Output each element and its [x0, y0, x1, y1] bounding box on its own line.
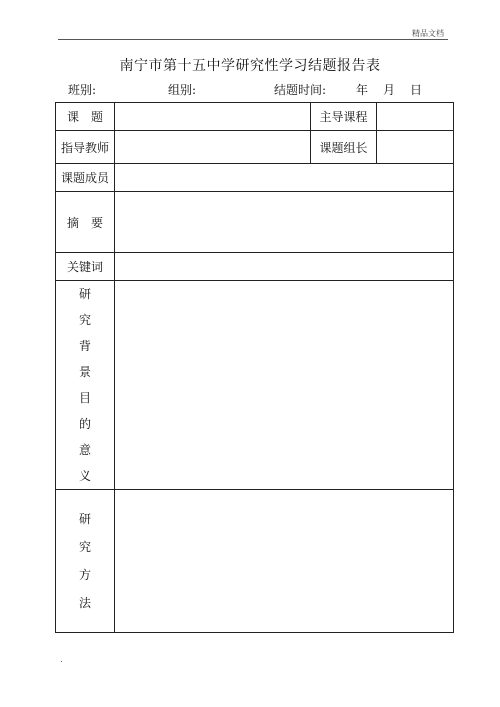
advisor-field[interactable] [115, 131, 311, 164]
background-char: 的 [78, 417, 91, 431]
row-topic [56, 103, 454, 131]
topic-field[interactable] [115, 103, 311, 131]
keywords-label: 关键词 [56, 253, 115, 281]
abstract-label: 摘 要 [56, 192, 115, 253]
background-char: 目 [78, 391, 91, 405]
page-title: 南宁市第十五中学研究性学习结题报告表 [119, 58, 381, 74]
row-abstract [56, 192, 454, 253]
background-field[interactable] [115, 281, 454, 490]
background-char: 景 [78, 365, 91, 379]
row-method [56, 490, 454, 633]
method-label [56, 490, 115, 633]
keywords-field[interactable] [115, 253, 454, 281]
footer-mark: . [60, 655, 63, 665]
background-char: 意 [78, 443, 91, 457]
background-char: 义 [78, 469, 91, 483]
abstract-field[interactable] [115, 192, 454, 253]
month-label: 月 [383, 83, 396, 97]
background-char: 究 [78, 313, 91, 327]
members-label: 课题成员 [56, 164, 115, 192]
day-label: 日 [410, 83, 423, 97]
header-rule [58, 39, 448, 40]
time-label: 结题时间: [274, 83, 327, 97]
row-advisor [56, 131, 454, 164]
topic-label: 课 题 [56, 103, 115, 131]
group-leader-field[interactable] [377, 131, 454, 164]
method-char: 方 [78, 568, 91, 582]
year-label: 年 [356, 83, 369, 97]
report-table [55, 102, 454, 633]
main-course-label: 主导课程 [311, 103, 377, 131]
header-note: 精品文档 [412, 29, 444, 38]
group-label: 组别: [168, 83, 197, 97]
members-field[interactable] [115, 164, 454, 192]
class-label: 班别: [68, 83, 97, 97]
main-course-field[interactable] [377, 103, 454, 131]
method-field[interactable] [115, 490, 454, 633]
row-background [56, 281, 454, 490]
advisor-label: 指导教师 [56, 131, 115, 164]
method-char: 法 [78, 596, 91, 610]
background-char: 研 [78, 287, 91, 301]
background-label [56, 281, 115, 490]
row-members [56, 164, 454, 192]
background-char: 背 [78, 339, 91, 353]
row-keywords [56, 253, 454, 281]
method-char: 究 [78, 540, 91, 554]
group-leader-label: 课题组长 [311, 131, 377, 164]
meta-row [0, 81, 500, 97]
method-char: 研 [78, 512, 91, 526]
